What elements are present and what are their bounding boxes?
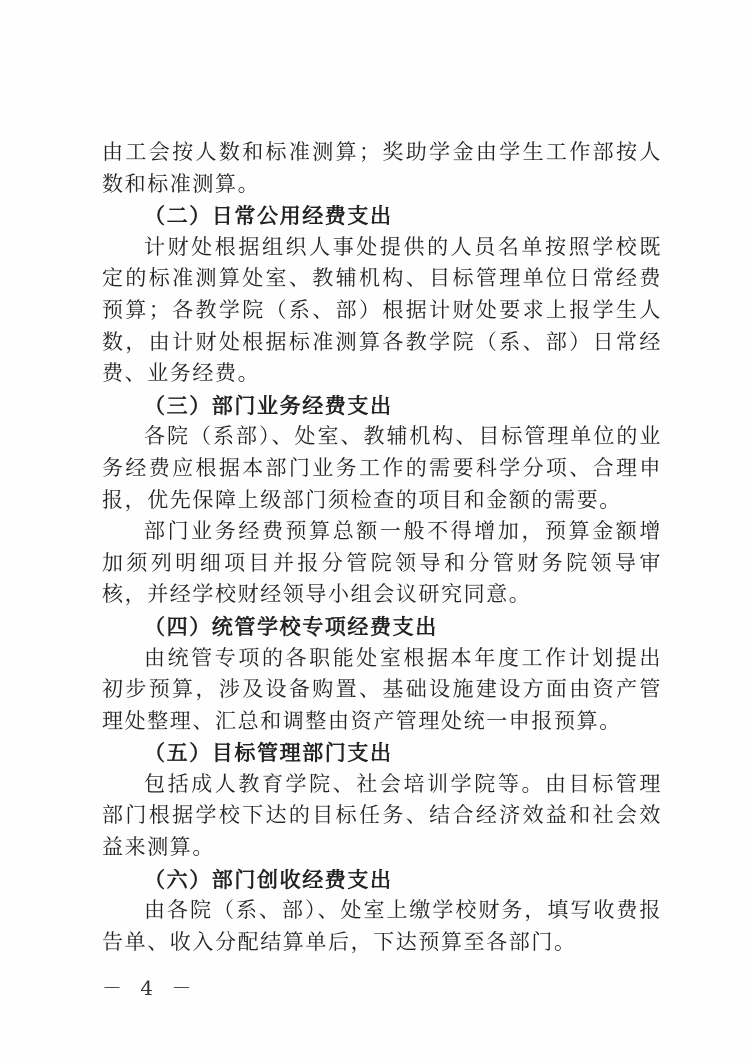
paragraph-section-2: 计财处根据组织人事处提供的人员名单按照学校既定的标准测算处室、教辅机构、目标管理单位日常经费预算；各教学院（系、部）根据计财处要求上报学生人数，由计财处根据标准测算各教学院（系、部）日常经费、业务经费。 <box>102 234 662 386</box>
paragraph-continuation: 由工会按人数和标准测算；奖助学金由学生工作部按人数和标准测算。 <box>102 140 662 196</box>
section-heading-2: （二）日常公用经费支出 <box>144 203 393 229</box>
paragraph-section-3b: 部门业务经费预算总额一般不得增加，预算金额增加须列明细项目并报分管院领导和分管财务院领导审核，并经学校财经领导小组会议研究同意。 <box>102 519 662 607</box>
section-heading-5: （五）目标管理部门支出 <box>144 740 393 766</box>
paragraph-section-3a: 各院（系部）、处室、教辅机构、目标管理单位的业务经费应根据本部门业务工作的需要科学分项、合理申报，优先保障上级部门须检查的项目和金额的需要。 <box>102 424 662 512</box>
section-heading-3: （三）部门业务经费支出 <box>144 392 393 418</box>
paragraph-section-4: 由统管专项的各职能处室根据本年度工作计划提出初步预算，涉及设备购置、基础设施建设方面由资产管理处整理、汇总和调整由资产管理处统一申报预算。 <box>102 645 662 733</box>
paragraph-section-5: 包括成人教育学院、社会培训学院等。由目标管理部门根据学校下达的目标任务、结合经济效益和社会效益来测算。 <box>102 771 662 860</box>
section-heading-4: （四）统管学校专项经费支出 <box>144 613 438 639</box>
paragraph-section-6: 由各院（系、部）、处室上缴学校财务，填写收费报告单、收入分配结算单后，下达预算至各部门。 <box>102 898 662 954</box>
page-number: － 4 － <box>102 976 198 1000</box>
section-heading-6: （六）部门创收经费支出 <box>144 866 393 892</box>
body-text <box>102 137 662 958</box>
